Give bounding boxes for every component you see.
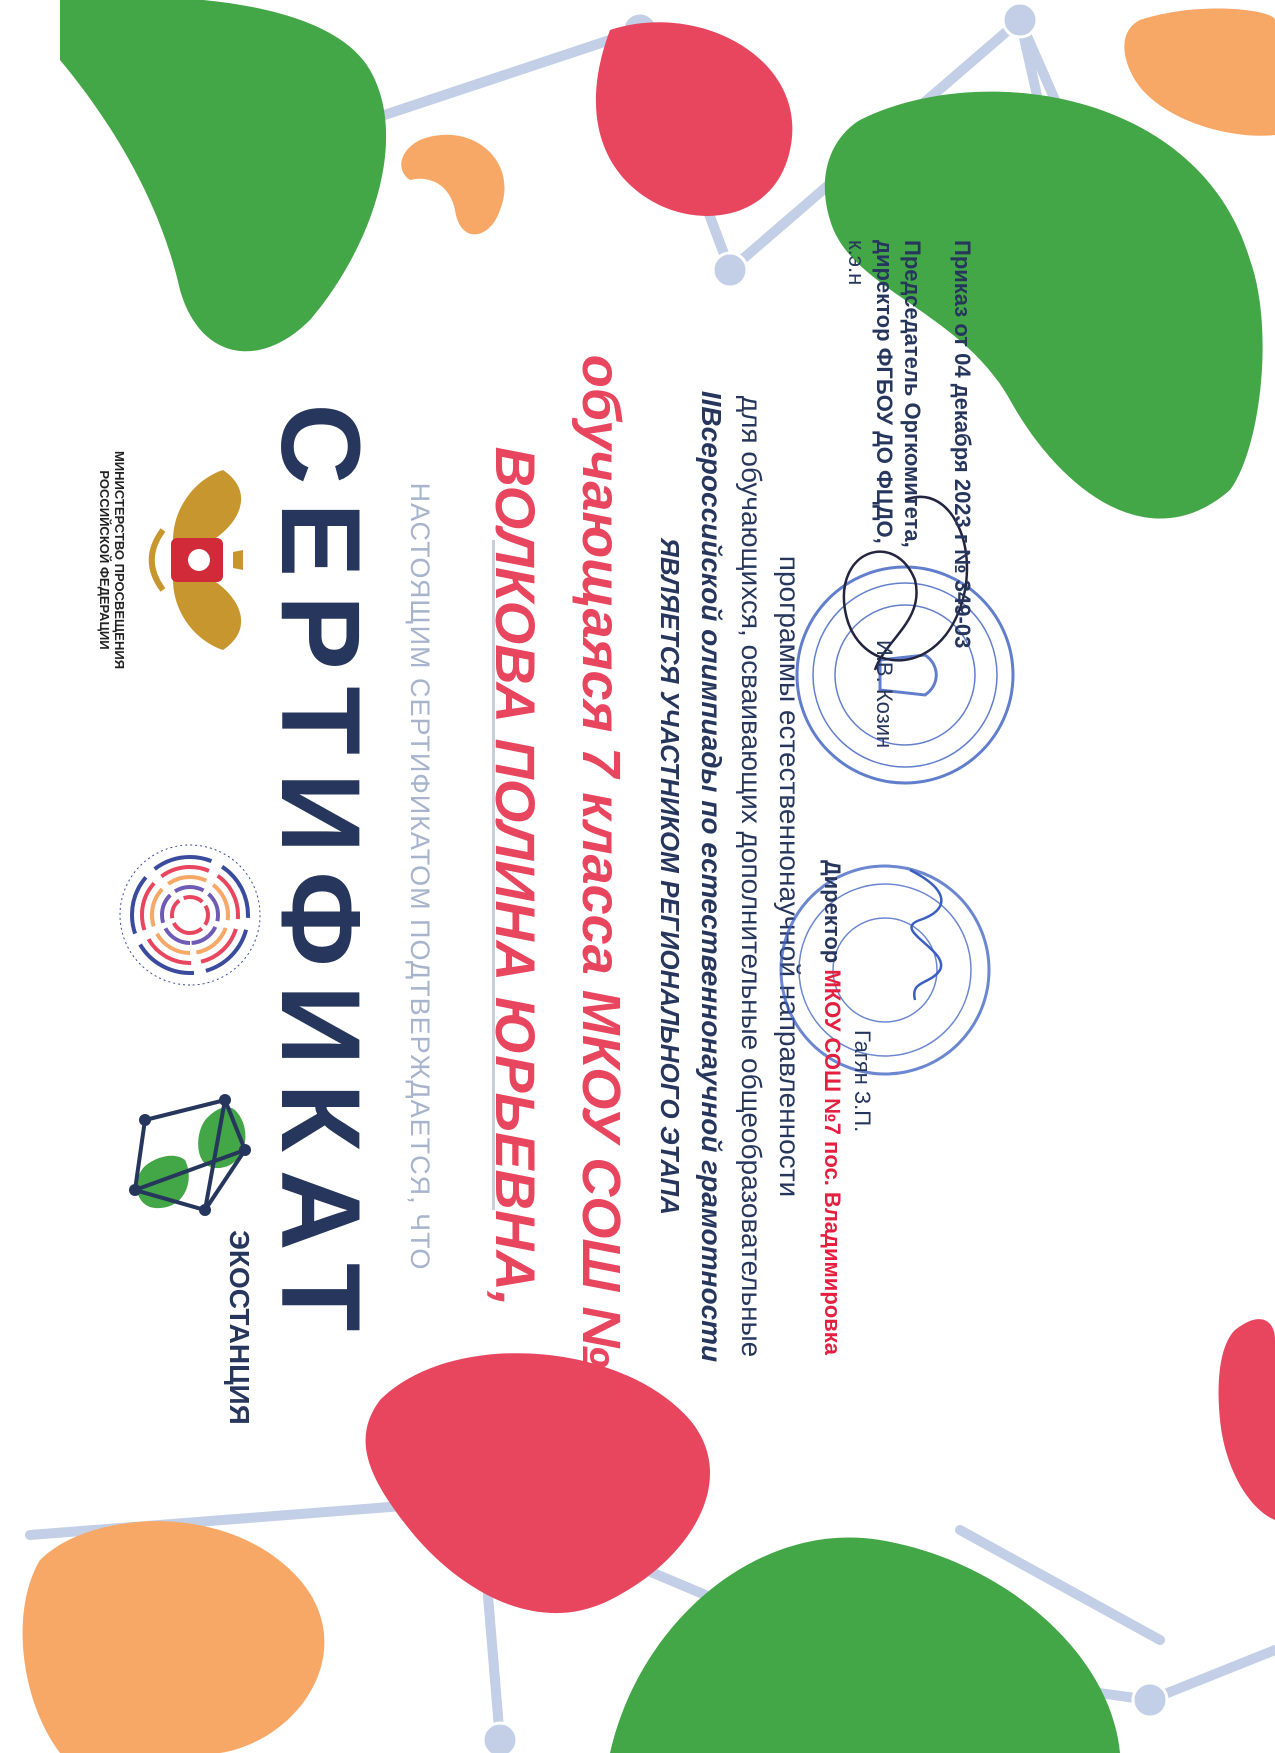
director-school: МКОУ СОШ №7 пос. Владимировка — [820, 969, 845, 1355]
chair-title-line-2: директор ФГБОУ ДО ФЦДО, — [872, 240, 897, 544]
spiral-logo-icon — [115, 840, 265, 990]
ministry-name: МИНИСТЕРСТВО ПРОСВЕЩЕНИЯ РОССИЙСКОЙ ФЕДЕРАЦИИ — [97, 450, 127, 670]
eagle-emblem-icon — [135, 450, 265, 670]
ecostation-logo-icon — [115, 1090, 265, 1230]
student-class: обучающаяся 7 класса МКОУ СОШ №7 — [571, 354, 631, 1399]
description-line-1: для обучающихся, осваивающих дополнительные общеобразовательные — [736, 395, 767, 1358]
olympiad-line: IIВсероссийской олимпиады по естественнонаучной грамотности — [696, 390, 727, 1363]
chair-title-line-1: Председатель Оргкомитета, — [900, 240, 925, 548]
ecostation-name: ЭКОСТАНЦИЯ — [224, 1230, 255, 1425]
director-name: Гагян З.П. — [850, 1030, 875, 1133]
director-label: Директор — [820, 860, 845, 964]
description-line-2: программы естественнонаучной направленности — [774, 555, 805, 1198]
logos-row — [97, 450, 265, 1450]
status-line: ЯВЛЯЕТСЯ УЧАСТНИКОМ РЕГИОНАЛЬНОГО ЭТАПА — [655, 537, 685, 1216]
chair-degree: к.э.н — [844, 240, 869, 286]
chair-name: И.В. Козин — [872, 640, 897, 749]
director-line — [819, 860, 845, 1355]
order-line: Приказ от 04 декабря 2023 г № 349-03 — [950, 240, 975, 649]
director-signature — [880, 860, 970, 1010]
certificate-title: СЕРТИФИКАТ — [258, 403, 383, 1350]
certificate-subtitle: НАСТОЯЩИМ СЕРТИФИКАТОМ ПОДТВЕРЖДАЕТСЯ, ЧТО — [405, 482, 435, 1271]
student-name: ВОЛКОВА ПОЛИНА ЮРЬЕВНА, — [484, 446, 547, 1307]
